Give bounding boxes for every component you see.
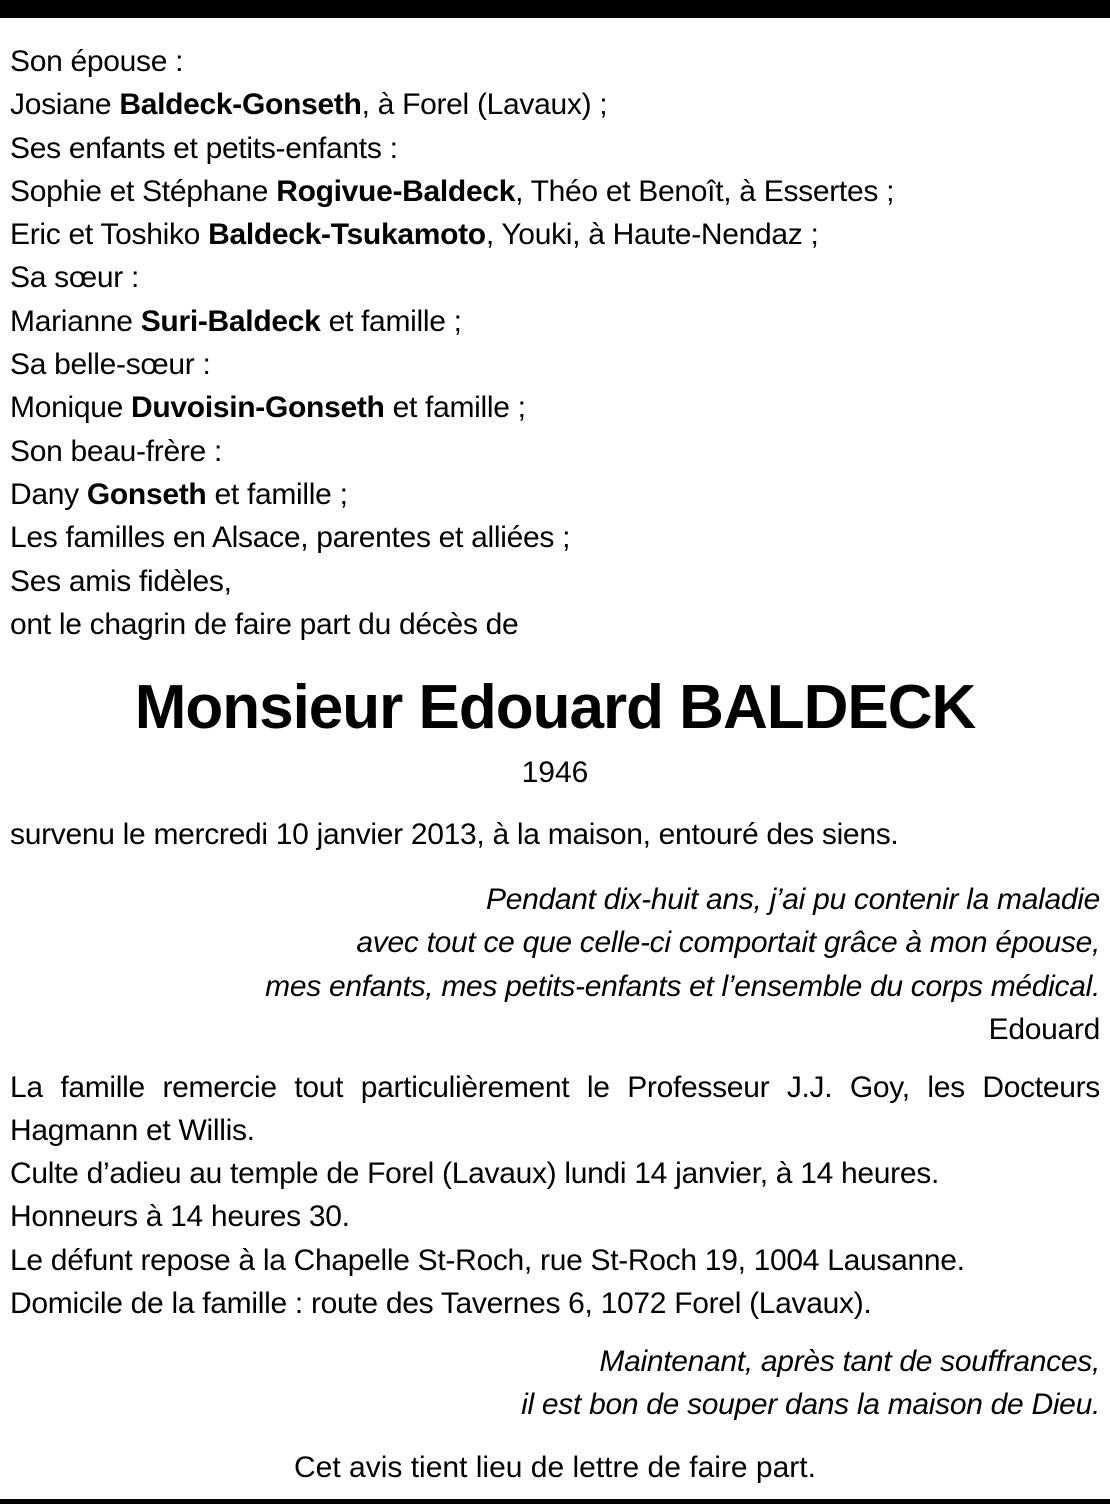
family-line <box>10 127 1100 170</box>
family-line <box>10 343 1100 386</box>
family-line <box>10 40 1100 83</box>
family-text: ont le chagrin de faire part du décès de <box>10 607 519 641</box>
bottom-border <box>0 1499 1110 1504</box>
family-line <box>10 256 1100 299</box>
family-line <box>10 386 1100 429</box>
family-text: Son beau-frère : <box>10 434 222 468</box>
quote-edouard <box>10 878 1100 1051</box>
quote-line: avec tout ce que celle-ci comportait grâce à mon épouse, <box>356 926 1100 960</box>
family-text: Sophie et Stéphane <box>10 174 277 208</box>
family-text: , Théo et Benoît, à Essertes ; <box>515 174 895 208</box>
ceremony-details <box>10 1152 1100 1325</box>
family-text: Eric et Toshiko <box>10 218 209 252</box>
family-text: et famille ; <box>320 304 462 338</box>
family-text: Monique <box>10 391 132 425</box>
footer-note: Cet avis tient lieu de lettre de faire part. <box>294 1451 816 1484</box>
family-line <box>10 300 1100 343</box>
family-text: Dany <box>10 477 87 511</box>
family-line <box>10 560 1100 603</box>
family-line <box>10 83 1100 126</box>
family-text: et famille ; <box>206 477 348 511</box>
family-line <box>10 430 1100 473</box>
family-text: Les familles en Alsace, parentes et alliées ; <box>10 521 571 555</box>
family-line <box>10 170 1100 213</box>
deceased-name: Monsieur Edouard BALDECK <box>134 673 976 742</box>
family-text: Son épouse : <box>10 45 184 78</box>
family-line <box>10 473 1100 516</box>
quote-line: mes enfants, mes petits-enfants et l’ensemble du corps médical. <box>265 969 1100 1003</box>
death-notice: survenu le mercredi 10 janvier 2013, à la maison, entouré des siens. <box>10 818 899 851</box>
family-surname: Baldeck-Tsukamoto <box>208 218 486 252</box>
family-surname: Duvoisin-Gonseth <box>131 391 385 425</box>
family-text: et famille ; <box>384 391 526 425</box>
detail-line: Culte d’adieu au temple de Forel (Lavaux) lundi 14 janvier, à 14 heures. <box>10 1157 939 1190</box>
family-surname: Gonseth <box>86 477 207 511</box>
family-text: Sa belle-sœur : <box>10 348 211 382</box>
family-line <box>10 603 1100 646</box>
family-line <box>10 213 1100 256</box>
top-border <box>0 0 1110 18</box>
family-text: Sa sœur : <box>10 261 139 295</box>
family-text: , Youki, à Haute-Nendaz ; <box>485 218 819 252</box>
quote-line: Maintenant, après tant de souffrances, <box>599 1345 1100 1378</box>
detail-line: Honneurs à 14 heures 30. <box>10 1200 350 1234</box>
quote-signature: Edouard <box>988 1012 1100 1046</box>
quote-line: il est bon de souper dans la maison de Dieu. <box>521 1388 1100 1422</box>
family-surname: Baldeck-Gonseth <box>119 88 362 122</box>
birth-year: 1946 <box>521 756 589 789</box>
quote-line: Pendant dix-huit ans, j’ai pu contenir la maladie <box>485 883 1100 916</box>
thanks-paragraph: La famille remercie tout particulièrement le Professeur J.J. Goy, les Docteurs Hagmann et Willis. <box>10 1071 1100 1148</box>
detail-line: Domicile de la famille : route des Tavernes 6, 1072 Forel (Lavaux). <box>10 1286 872 1320</box>
family-line <box>10 516 1100 559</box>
family-text: Marianne <box>10 304 141 338</box>
family-text: , à Forel (Lavaux) ; <box>361 88 608 122</box>
family-surname: Rogivue-Baldeck <box>276 174 516 208</box>
family-text: Ses amis fidèles, <box>10 564 232 598</box>
family-text: Josiane <box>10 88 120 122</box>
family-text: Ses enfants et petits-enfants : <box>10 131 398 165</box>
detail-line: Le défunt repose à la Chapelle St-Roch, rue St-Roch 19, 1004 Lausanne. <box>10 1243 965 1277</box>
family-surname: Suri-Baldeck <box>140 304 321 338</box>
closing-quote <box>10 1340 1100 1427</box>
family-list <box>10 40 1100 646</box>
